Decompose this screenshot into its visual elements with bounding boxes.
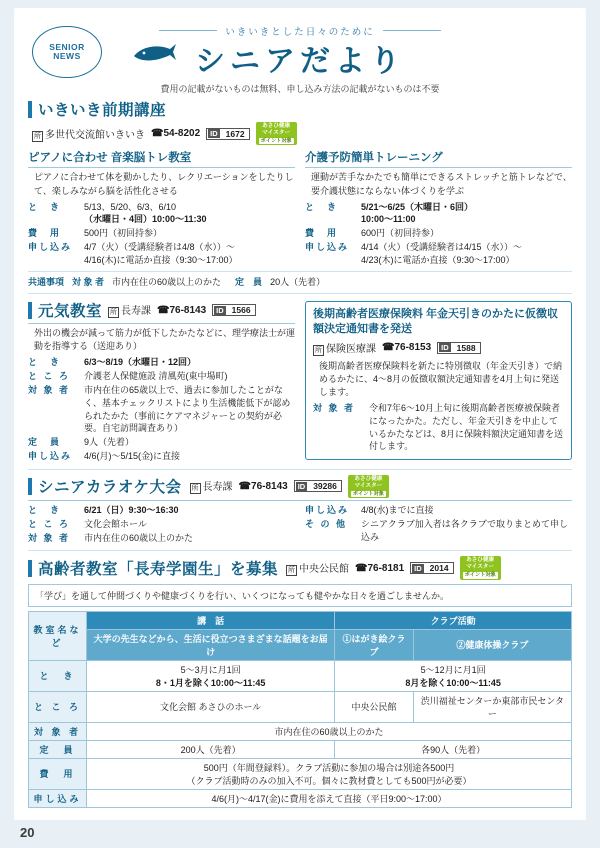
table-cell: 市内在住の60歳以上のかた bbox=[87, 722, 572, 740]
common-value-1: 20人（先着） bbox=[270, 277, 326, 288]
detail-value: 5/21〜6/25（木曜日・6回） 10:00〜11:00 bbox=[361, 201, 474, 225]
place-info bbox=[32, 126, 145, 142]
detail-row bbox=[28, 532, 295, 545]
detail-value: 介護老人保健施設 清風苑(東中場町) bbox=[84, 371, 228, 382]
detail-row bbox=[28, 356, 295, 369]
section-heading-genki bbox=[28, 299, 295, 321]
badge-line-2: マイスター bbox=[354, 482, 383, 489]
id-tag bbox=[437, 342, 480, 354]
detail-value: シニアクラブ加入者は各クラブで取りまとめて申し込み bbox=[361, 518, 569, 542]
table-row bbox=[29, 722, 572, 740]
table-cell: 500円（年間登録料）。クラブ活動に参加の場合は別途各500円 （クラブ活動時のみの加入不可。個々に教材費としても500円が必要） bbox=[87, 758, 572, 789]
detail-value: 4/7（火）（受講経験者は4/8（水））〜 4/16(木)に電話か直接（9:30〜17:00） bbox=[84, 241, 238, 265]
common-key-0: 対 象 者 bbox=[72, 277, 105, 288]
kouki-details bbox=[313, 402, 564, 453]
genki-details bbox=[28, 356, 295, 462]
detail-row bbox=[28, 450, 295, 463]
section-meta-genki bbox=[108, 302, 256, 318]
detail-value: 9人（先着） bbox=[84, 437, 135, 448]
phone-number: ☎76-8181 bbox=[355, 562, 405, 574]
detail-row bbox=[28, 518, 295, 531]
place-info bbox=[108, 302, 151, 318]
middle-columns bbox=[28, 299, 572, 463]
section-meta-ikiiki bbox=[32, 122, 572, 145]
table-subheader-club2: ②健康体操クラブ bbox=[413, 629, 571, 660]
detail-row bbox=[305, 241, 572, 267]
detail-key: そ の 他 bbox=[305, 518, 348, 529]
detail-key: と き bbox=[28, 505, 62, 516]
health-meister-badge bbox=[348, 475, 389, 498]
detail-row bbox=[28, 241, 295, 267]
table-header-row-1 bbox=[29, 611, 572, 629]
detail-key: 費 用 bbox=[28, 228, 62, 239]
table-cell: 200人（先着） bbox=[87, 740, 335, 758]
course-details bbox=[28, 201, 295, 267]
heading-bar bbox=[28, 302, 32, 319]
detail-row bbox=[28, 436, 295, 449]
id-label: ID bbox=[216, 305, 224, 315]
heading-bar bbox=[28, 101, 32, 118]
building-icon: 所 bbox=[288, 567, 296, 575]
stamp-line-1: SENIOR bbox=[49, 42, 85, 53]
detail-row bbox=[28, 370, 295, 383]
table-subheader-club1: ①はがき絵クラブ bbox=[335, 629, 414, 660]
id-tag bbox=[212, 304, 255, 316]
detail-row bbox=[305, 227, 572, 240]
detail-key: 申し込み bbox=[305, 505, 350, 516]
karaoke-columns bbox=[28, 504, 572, 545]
detail-value: 4/6(月)〜5/15(金)に直接 bbox=[84, 450, 181, 461]
detail-value: 500円（初回持参） bbox=[84, 228, 163, 239]
place-label: 中央公民館 bbox=[299, 564, 350, 576]
table-cell: 各90人（先着） bbox=[335, 740, 572, 758]
table-row bbox=[29, 691, 572, 722]
common-label: 共通事項 bbox=[28, 277, 65, 288]
detail-row bbox=[313, 402, 564, 453]
health-meister-badge bbox=[460, 556, 501, 579]
section-meta-choju bbox=[286, 556, 501, 579]
divider bbox=[28, 550, 572, 551]
table-cell: 5〜12月に月1回 8月を除く10:00〜11:45 bbox=[335, 660, 572, 691]
course-description: 運動が苦手なかたでも簡単にできるストレッチと筋トレなどで、要介護状態にならない体づくりを学ぶ bbox=[311, 172, 572, 196]
section-genki-kyoshitsu bbox=[28, 299, 295, 463]
rule-left bbox=[159, 30, 217, 31]
section-heading-ikiiki bbox=[28, 98, 572, 120]
building-icon: 所 bbox=[34, 132, 41, 140]
table-row bbox=[29, 660, 572, 691]
section-title: シニアカラオケ大会 bbox=[38, 479, 182, 497]
detail-key: 対 象 者 bbox=[28, 532, 71, 543]
building-icon: 所 bbox=[315, 346, 322, 354]
kouki-box bbox=[305, 301, 572, 460]
section-meta-kouki bbox=[313, 340, 564, 356]
page-header bbox=[14, 8, 586, 94]
phone-number: ☎76-8143 bbox=[238, 480, 288, 492]
page-number: 20 bbox=[20, 825, 35, 840]
section-title: いきいき前期講座 bbox=[38, 102, 167, 119]
detail-key: と こ ろ bbox=[28, 371, 71, 382]
choju-table bbox=[28, 611, 572, 808]
place-label: 長寿課 bbox=[202, 482, 233, 494]
karaoke-right-details bbox=[305, 504, 572, 545]
section-title: 後期高齢者医療保険料 年金天引きのかたに仮徴収額決定通知書を発送 bbox=[313, 308, 559, 335]
id-label: ID bbox=[414, 563, 422, 573]
section-heading-choju bbox=[28, 556, 572, 579]
detail-value: 4/14（火）（受講経験者は4/15（水））〜 4/23(木)に電話か直接（9:30〜17:00） bbox=[361, 241, 523, 265]
id-label: ID bbox=[297, 481, 306, 491]
table-cell: 渋川福祉センターか東部市民センター bbox=[413, 691, 571, 722]
page-title: シニアだより bbox=[195, 45, 405, 78]
course-details bbox=[305, 201, 572, 267]
divider bbox=[28, 469, 572, 470]
id-label: ID bbox=[441, 343, 449, 353]
table-cell: 4/6(月)〜4/17(金)に費用を添えて直接（平日9:00〜17:00） bbox=[87, 789, 572, 807]
section-rule bbox=[28, 323, 295, 324]
section-kouki-koureisha bbox=[305, 299, 572, 463]
detail-key: 費 用 bbox=[305, 228, 339, 239]
table-row bbox=[29, 789, 572, 807]
detail-key: と き bbox=[305, 201, 339, 212]
detail-key: と き bbox=[28, 201, 62, 212]
phone-number: ☎76-8143 bbox=[157, 304, 207, 316]
common-value-0: 市内在住の60歳以上のかた bbox=[112, 277, 222, 288]
place-info bbox=[313, 340, 376, 356]
detail-row bbox=[28, 227, 295, 240]
detail-row bbox=[28, 384, 295, 435]
table-header-club: クラブ活動 bbox=[335, 611, 572, 629]
header-subtitle-text: いきいきとした日々のために bbox=[225, 27, 375, 38]
badge-line-1: あさひ健康 bbox=[466, 557, 495, 564]
course-description: ピアノに合わせて体を動かしたり、レクリエーションをしたりして、楽しみながら脳を活性化させる bbox=[34, 172, 294, 196]
row-label: と き bbox=[29, 660, 87, 691]
table-row bbox=[29, 758, 572, 789]
detail-key: 対 象 者 bbox=[28, 385, 71, 396]
table-header-row-2 bbox=[29, 629, 572, 660]
badge-line-2: マイスター bbox=[466, 564, 495, 571]
ikiiki-common-info bbox=[28, 271, 572, 288]
rule-right bbox=[383, 30, 441, 31]
detail-value: 600円（初回持参） bbox=[361, 228, 440, 239]
place-label: 長寿課 bbox=[121, 306, 152, 318]
place-label: 保険医療課 bbox=[326, 343, 376, 355]
section-rule bbox=[28, 500, 572, 501]
table-cell: 5〜3月に月1回 8・1月を除く10:00〜11:45 bbox=[87, 660, 335, 691]
section-description: 後期高齢者医療保険料を新たに特別徴収（年金天引き）で納めるかたに、4〜8月の仮徴収額決定通知書を4月上旬に発送します。 bbox=[319, 360, 563, 398]
detail-row bbox=[28, 504, 295, 517]
badge-line-1: あさひ健康 bbox=[262, 123, 291, 129]
row-label: 申し込み bbox=[29, 789, 87, 807]
building-icon: 所 bbox=[110, 309, 118, 317]
course-title: ピアノに合わせ 音楽脳トレ教室 bbox=[28, 149, 295, 168]
section-description: 外出の機会が減って筋力が低下したかたなどに、理学療法士が運動を指導する（送迎あり） bbox=[34, 328, 296, 352]
ikiiki-columns bbox=[28, 149, 572, 267]
page-sheet bbox=[14, 8, 586, 820]
detail-value: 令和7年6〜10月上旬に後期高齢者医療被保険者になったかた。ただし、年金天引きを中止しているかたなどは、8月に保険料額決定通知書を送付します。 bbox=[369, 403, 564, 452]
badge-line-3: ポイント対象 bbox=[352, 490, 384, 497]
table-lead-text: 「学び」を通して仲間づくりや健康づくりを行い、いくつになっても健やかな日々を過ごしませんか。 bbox=[28, 584, 572, 607]
detail-row bbox=[305, 518, 572, 544]
header-note: 費用の記載がないものは無料、申し込み方法の記載がないものは不要 bbox=[160, 84, 440, 94]
building-icon: 所 bbox=[191, 485, 199, 493]
section-meta-karaoke bbox=[190, 475, 389, 498]
health-meister-badge bbox=[256, 122, 297, 145]
detail-value: 6/21（日）9:30〜16:30 bbox=[84, 505, 179, 516]
karaoke-left-details bbox=[28, 504, 295, 545]
place-info bbox=[190, 478, 233, 494]
section-heading-karaoke bbox=[28, 475, 572, 498]
badge-line-3: ポイント対象 bbox=[464, 572, 496, 579]
phone-number: ☎54-8202 bbox=[151, 128, 201, 140]
detail-key: 定 員 bbox=[28, 437, 62, 448]
detail-value: 市内在住の60歳以上のかた bbox=[84, 532, 194, 543]
id-value: 2014 bbox=[429, 563, 449, 574]
id-label: ID bbox=[210, 129, 218, 139]
place-info bbox=[286, 560, 349, 576]
badge-line-3: ポイント対象 bbox=[260, 137, 292, 144]
section-title: 元気教室 bbox=[38, 303, 103, 321]
badge-line-1: あさひ健康 bbox=[354, 475, 383, 482]
course-title: 介護予防簡単トレーニング bbox=[305, 149, 572, 168]
common-key-1: 定 員 bbox=[235, 277, 263, 288]
id-tag bbox=[206, 128, 249, 140]
id-tag bbox=[294, 480, 342, 492]
detail-key: 申し込み bbox=[28, 450, 73, 461]
detail-value: 市内在住の65歳以上で、過去に参加したことがなく、基本チェックリストにより生活機能低下が認められたかた（事前にケアマネジャーとの契約が必要。自宅訪問調査あり） bbox=[84, 385, 291, 434]
detail-key: と き bbox=[28, 357, 62, 368]
row-label: と こ ろ bbox=[29, 691, 87, 722]
divider bbox=[28, 293, 572, 294]
table-row bbox=[29, 740, 572, 758]
detail-key: と こ ろ bbox=[28, 518, 71, 529]
heading-bar bbox=[28, 560, 32, 577]
table-cell: 文化会館 あさひのホール bbox=[87, 691, 335, 722]
id-value: 1566 bbox=[231, 305, 251, 316]
detail-key: 申し込み bbox=[28, 241, 73, 252]
detail-value: 4/8(水)までに直接 bbox=[361, 505, 434, 516]
heading-bar bbox=[28, 478, 32, 495]
detail-value: 文化会館ホール bbox=[84, 518, 147, 529]
row-label: 対 象 者 bbox=[29, 722, 87, 740]
table-cell: 中央公民館 bbox=[335, 691, 414, 722]
row-label: 費 用 bbox=[29, 758, 87, 789]
detail-key: 対 象 者 bbox=[313, 403, 356, 414]
ikiiki-course-piano bbox=[28, 149, 295, 267]
phone-number: ☎76-8153 bbox=[382, 342, 432, 354]
detail-row bbox=[305, 201, 572, 227]
stamp-line-2: NEWS bbox=[53, 51, 81, 61]
choju-table-wrap bbox=[28, 584, 572, 808]
ikiiki-course-training bbox=[305, 149, 572, 267]
table-subheader-lecture: 大学の先生などから、生活に役立つさまざまな話題をお届け bbox=[87, 629, 335, 660]
section-title: 高齢者教室「長寿学園生」を募集 bbox=[38, 561, 279, 579]
id-tag bbox=[410, 562, 453, 574]
detail-row bbox=[28, 201, 295, 227]
detail-key: 申し込み bbox=[305, 241, 350, 252]
id-value: 1672 bbox=[225, 128, 245, 139]
id-value: 39286 bbox=[313, 481, 337, 492]
badge-line-2: マイスター bbox=[262, 129, 291, 136]
detail-row bbox=[305, 504, 572, 517]
id-value: 1588 bbox=[456, 342, 476, 353]
row-label: 定 員 bbox=[29, 740, 87, 758]
place-label: 多世代交流館いきいき bbox=[45, 129, 145, 141]
table-header-lecture: 講 話 bbox=[87, 611, 335, 629]
detail-value: 5/13、5/20、6/3、6/10 （水曜日・4回）10:00〜11:30 bbox=[84, 201, 207, 225]
detail-value: 6/3〜8/19（水曜日・12回） bbox=[84, 357, 197, 368]
table-corner-header: 教室名など bbox=[29, 611, 87, 660]
